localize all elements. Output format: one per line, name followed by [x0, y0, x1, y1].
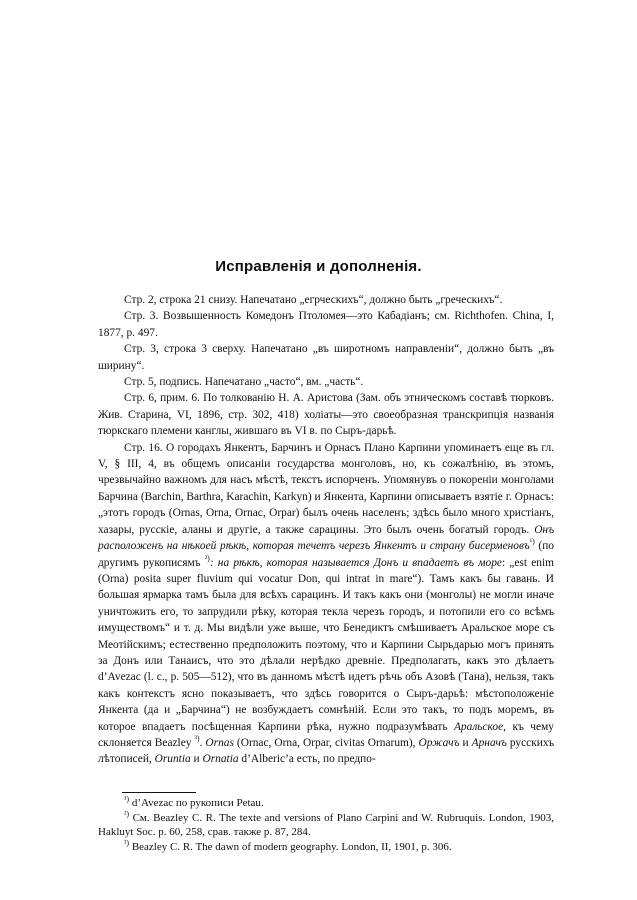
page-title: Исправленія и дополненія. — [215, 258, 422, 275]
footnote: $^{^2)}$ См. Beazley C. R. The texte and versions of Plano Carpini and W. Rubruquis. London, 1903, Hakluyt Soc. p. 60, 258, срав. также p. 87, 284. — [98, 808, 554, 839]
correction-item: Стр. 3. Возвышенность Комедонъ Птоломея—это Кабадіанъ; см. Richthofen. China, I, 1877, p. 497. — [98, 310, 554, 339]
footnote: $^{^3)}$ Beazley C. R. The dawn of modern geography. London, II, 1901, p. 306. — [124, 838, 452, 853]
footnote-ref: ²) — [204, 553, 210, 563]
correction-item: Стр. 2, строка 21 снизу. Напечатано „егрческихъ“, должно быть „греческихъ“. — [124, 294, 503, 306]
footnote: $^{^1)}$ d’Avezac по рукописи Petau. — [124, 794, 264, 809]
footnote-ref: ³) — [194, 734, 200, 744]
corrections-body — [98, 292, 554, 768]
correction-item: Стр. 6, прим. 6. По толкованію Н. А. Аристова (Зам. объ этническомъ составѣ тюрковъ. Жив. Старина, VI, 1896, стр. 302, 418) холіаты—это своеобразная транскрипція названія тюркскаго племени канглы, жившаго въ VI в. по Сыръ-дарьѣ. — [98, 392, 554, 438]
correction-item-main: Стр. 16. О городахъ Янкентъ, Барчинъ и Орнасъ Плано Карпини упоминаетъ еще въ гл. V, § III, 4, въ общемъ описаніи государства монголовъ, но, къ сожалѣнію, въ этомъ, чрезвычайно важномъ для насъ мѣстѣ, текстъ испорченъ. Упомянувъ о покореніи монголами Барчина (Barchin, Barthra, Karachin, Karkyn) и Янкента, Карпини описываетъ взятіе г. Орнасъ: „этотъ городъ (Ornas, Orna, Ornac, Orpar) былъ очень населенъ; здѣсь было много христіанъ, хазары, русскіе, аланы и другіе, а также сарацины. Это былъ очень богатый городъ. Онъ расположенъ на нѣкоей рѣкѣ, которая течетъ черезъ Янкентъ и страну бисерменовъ$^{^1)}$ (по другимъ рукописямъ $^{^2)}$: на рѣкѣ, которая называется Донъ и впадаетъ въ море: „est enim (Orna) posita super fluvium qui vocatur Don, qui intrat in mare“). Тамъ какъ бы гавань. И большая ярмарка тамъ была для всѣхъ сарацинъ. И такъ какъ они (монголы) не могли иначе уничтожить его, то запрудили рѣку, которая текла черезъ городъ, и потопили его со всѣмъ имуществомъ“ и т. д. Мы видѣли уже выше, что Бенедиктъ смѣшиваетъ Аральское море съ Меотійскимъ; естественно предположить поэтому, что и Карпини Сырьдарью могъ принять за Донъ или Танаисъ, что это дѣлали нерѣдко древніе. Предполагать, какъ это дѣлаетъ d’Avezac (l. c., p. 505—512), что въ данномъ мѣстѣ идетъ рѣчь объ Азовѣ (Тана), нельзя, такъ какъ контекстъ ясно показываетъ, что здѣсь говорится о Сыръ-дарьѣ: мѣстоположеніе Янкента (да и „Барчина“) не возбуждаетъ сомнѣній. Если это такъ, то подъ моремъ, въ которое впадаетъ посѣщенная Карпини рѣка, нужно подразумѣвать Аральское, къ чему склоняется Beazley $^{^3)}$. Ornas (Ornac, Orna, Orpar, civitas Ornarum), Оржачъ и Арначъ русскихъ лѣтописей, Oruntia и Ornatia d’Alberic’a есть, по предпо- — [98, 441, 554, 766]
footnotes — [98, 796, 554, 854]
correction-item: Стр. 3, строка 3 сверху. Напечатано „въ широтномъ направленіи“, должно быть „въ ширину“. — [98, 343, 554, 372]
correction-item: Стр. 5, подпись. Напечатано „часто“, вм. „часть“. — [124, 376, 364, 389]
footnote-ref: ¹) — [529, 537, 535, 547]
footnote-divider — [122, 792, 196, 793]
